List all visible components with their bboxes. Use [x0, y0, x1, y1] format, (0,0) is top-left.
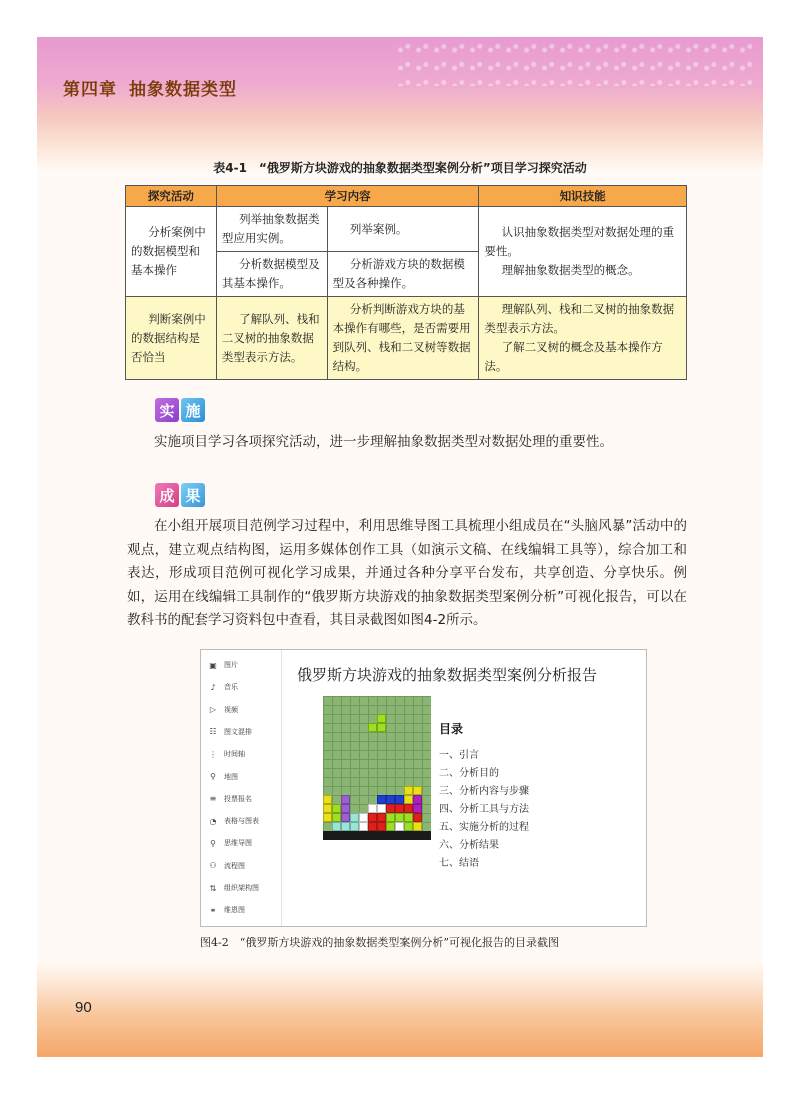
- mindmap-icon: ⚲: [210, 838, 216, 848]
- activity-table: [125, 185, 687, 380]
- result-badge: [155, 483, 205, 507]
- tetris-block: [413, 822, 422, 831]
- sidebar-item[interactable]: [207, 772, 238, 782]
- tetris-block: [323, 804, 332, 813]
- tetris-block: [377, 804, 386, 813]
- tetris-block: [395, 813, 404, 822]
- page-number: 90: [75, 999, 92, 1016]
- image-icon: ▣: [209, 660, 217, 670]
- tetris-block: [341, 822, 350, 831]
- sidebar-item[interactable]: [207, 905, 245, 915]
- sidebar-item[interactable]: [207, 660, 238, 670]
- skill-text: 认识抽象数据类型对数据处理的重要性。: [484, 225, 675, 258]
- activity-cell: 分析案例中的数据模型和基本操作: [126, 207, 217, 297]
- tetris-block: [359, 813, 368, 822]
- tetris-block: [386, 813, 395, 822]
- skill-cell: [479, 297, 687, 380]
- sidebar-item[interactable]: [207, 861, 245, 871]
- sidebar-item[interactable]: [207, 727, 252, 737]
- tetris-block: [350, 813, 359, 822]
- layout-icon: ☷: [209, 727, 217, 737]
- tetris-block: [395, 795, 404, 804]
- music-icon: ♪: [210, 682, 216, 692]
- org-chart-icon: ⇅: [209, 883, 217, 893]
- sidebar-item-label: 地图: [224, 772, 238, 781]
- tetris-block: [404, 786, 413, 795]
- tetris-block: [404, 795, 413, 804]
- content-cell: 了解队列、栈和二叉树的抽象数据类型表示方法。: [216, 297, 327, 380]
- tetris-block: [386, 822, 395, 831]
- tetris-block: [413, 795, 422, 804]
- toc-item: 二、分析目的: [439, 768, 499, 779]
- toc-item: 七、结语: [439, 858, 479, 869]
- tetris-block: [377, 795, 386, 804]
- footer-banner: [37, 962, 763, 1057]
- skill-text: 理解队列、栈和二叉树的抽象数据类型表示方法。: [484, 302, 675, 335]
- toc-item: 五、实施分析的过程: [439, 822, 529, 833]
- tetris-block: [377, 813, 386, 822]
- tetris-block: [368, 804, 377, 813]
- sidebar-item-label: 时间轴: [224, 750, 245, 759]
- tetris-block: [413, 804, 422, 813]
- result-paragraph: 在小组开展项目范例学习过程中，利用思维导图工具梳理小组成员在“头脑风暴”活动中的观点，建立观点结构图，运用多媒体创作工具（如演示文稿、在线编辑工具等），综合加工和表达，形成项目范例可视化学习成果，并通过各种分享平台发布，共享创造、分享快乐。例如，运用在线编辑工具制作的“俄罗斯方块游戏的抽象数据类型案例分析”可视化报告，可以在教科书的配套学习资料包中查看，其目录截图如图4-2所示。: [127, 518, 687, 628]
- badge-char: 成: [155, 483, 179, 507]
- table-title: 表4-1 “俄罗斯方块游戏的抽象数据类型案例分析”项目学习探究活动: [213, 161, 587, 175]
- toc-item: 六、分析结果: [439, 840, 499, 851]
- content-cell: 分析游戏方块的数据模型及各种操作。: [327, 252, 479, 297]
- report-title: 俄罗斯方块游戏的抽象数据类型案例分析报告: [297, 666, 598, 684]
- sidebar-item[interactable]: [207, 794, 252, 804]
- tetris-block: [404, 822, 413, 831]
- flowchart-icon: ⚇: [209, 861, 217, 871]
- report-screenshot: [200, 649, 647, 927]
- sidebar-item-label: 视频: [224, 705, 238, 714]
- header-cell-content: 学习内容: [216, 186, 479, 207]
- toc-item: 四、分析工具与方法: [439, 804, 529, 815]
- header-banner: [37, 37, 763, 172]
- sidebar-item-label: 组织架构图: [224, 884, 259, 892]
- tetris-block: [377, 822, 386, 831]
- tetris-block: [341, 795, 350, 804]
- sidebar-item-label: 图片: [224, 661, 238, 669]
- tetris-block: [395, 804, 404, 813]
- tetris-block: [413, 813, 422, 822]
- tetris-block: [404, 813, 413, 822]
- timeline-icon: ⋮: [209, 749, 217, 759]
- sidebar-item-label: 思维导图: [224, 839, 252, 848]
- sidebar-item[interactable]: [207, 838, 252, 848]
- tetris-block: [377, 723, 386, 732]
- tetris-block: [386, 804, 395, 813]
- tetris-block: [404, 804, 413, 813]
- tool-sidebar: [201, 650, 282, 926]
- tetris-block: [323, 795, 332, 804]
- tetris-block: [323, 813, 332, 822]
- tetris-block: [359, 822, 368, 831]
- badge-char: 施: [181, 398, 205, 422]
- sidebar-item-label: 流程图: [224, 861, 245, 870]
- chart-icon: ◔: [209, 816, 217, 826]
- sidebar-item[interactable]: [207, 816, 259, 826]
- table-row: [126, 207, 687, 252]
- table-header-row: [126, 186, 687, 207]
- skill-text: 理解抽象数据类型的概念。: [501, 263, 640, 277]
- venn-icon: ⚭: [209, 905, 217, 915]
- figure-caption: 图4-2 “俄罗斯方块游戏的抽象数据类型案例分析”可视化报告的目录截图: [200, 936, 559, 949]
- chapter-heading: [63, 75, 249, 100]
- implement-paragraph: 实施项目学习各项探究活动，进一步理解抽象数据类型对数据处理的重要性。: [154, 434, 613, 450]
- sidebar-item[interactable]: [207, 749, 245, 759]
- sidebar-item[interactable]: [207, 682, 238, 692]
- content-cell: 列举案例。: [327, 207, 479, 252]
- activity-cell: 判断案例中的数据结构是否恰当: [126, 297, 217, 380]
- sidebar-item-label: 音乐: [224, 683, 238, 692]
- content-cell: 分析数据模型及其基本操作。: [216, 252, 327, 297]
- chapter-title: 抽象数据类型: [129, 80, 237, 100]
- header-cell-skill: 知识技能: [479, 186, 687, 207]
- header-cell-activity: 探究活动: [126, 186, 217, 207]
- map-pin-icon: ⚲: [210, 772, 216, 781]
- sidebar-item[interactable]: [207, 883, 259, 893]
- tetris-block: [413, 786, 422, 795]
- sidebar-item-label: 投票报名: [224, 794, 252, 803]
- toc-item: 三、分析内容与步骤: [439, 786, 529, 797]
- tetris-block: [332, 813, 341, 822]
- content-cell: 分析判断游戏方块的基本操作有哪些，是否需要用到队列、栈和二叉树等数据结构。: [327, 297, 479, 380]
- tetris-block: [368, 813, 377, 822]
- toc-heading: 目录: [439, 722, 464, 736]
- video-icon: ▷: [209, 705, 217, 715]
- tetris-block: [368, 723, 377, 732]
- page: [37, 37, 763, 1057]
- skill-cell: [479, 207, 687, 297]
- sidebar-item-label: 图文混排: [224, 727, 252, 736]
- tetris-block: [386, 795, 395, 804]
- tetris-block: [341, 813, 350, 822]
- tetris-block: [332, 822, 341, 831]
- table-row: [126, 297, 687, 380]
- tetris-toolbar: [323, 831, 431, 840]
- tetris-block: [332, 804, 341, 813]
- badge-char: 实: [155, 398, 179, 422]
- tetris-block: [395, 822, 404, 831]
- skill-text: 了解二叉树的概念及基本操作方法。: [484, 340, 663, 373]
- badge-char: 果: [181, 483, 205, 507]
- toc-item: 一、引言: [439, 750, 479, 761]
- implement-badge: [155, 398, 205, 422]
- vote-icon: ≡: [209, 794, 217, 804]
- sidebar-item-label: 表格与图表: [224, 817, 259, 826]
- tetris-block: [377, 714, 386, 723]
- tetris-block: [368, 822, 377, 831]
- sidebar-item-label: 维恩图: [224, 906, 245, 915]
- tetris-block: [341, 804, 350, 813]
- content-cell: 列举抽象数据类型应用实例。: [216, 207, 327, 252]
- sidebar-item[interactable]: [207, 705, 238, 715]
- tetris-block: [350, 822, 359, 831]
- tetris-image: [323, 696, 431, 840]
- chapter-number: 第四章: [63, 80, 117, 100]
